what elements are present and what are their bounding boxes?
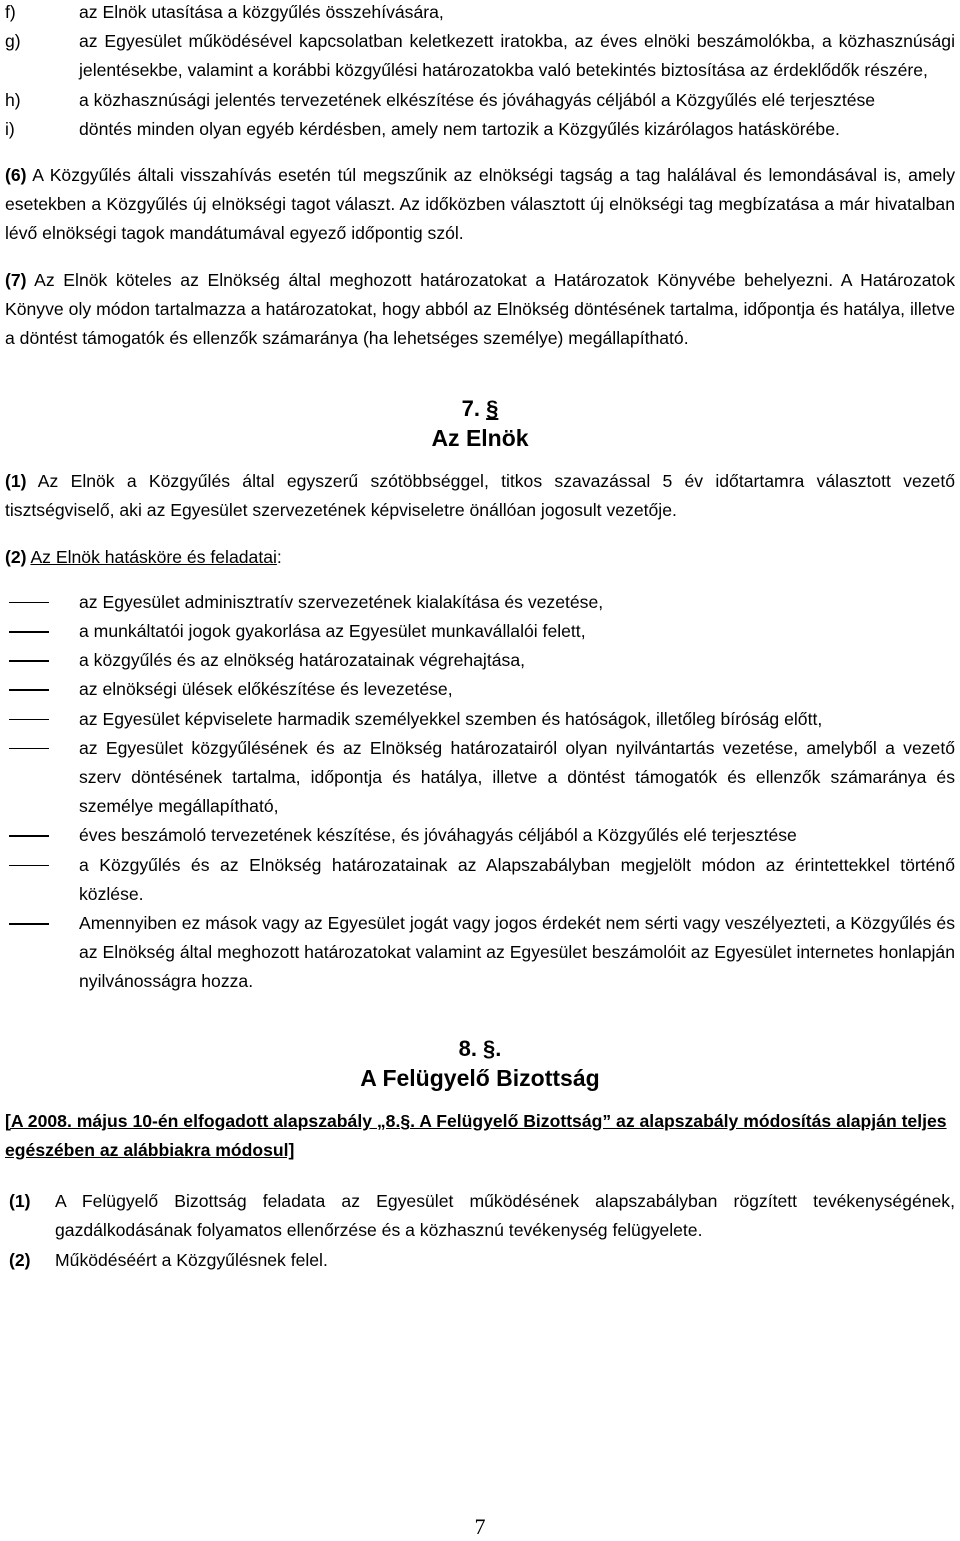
list-marker: f) [5, 2, 16, 22]
paragraph-text: A Közgyűlés általi visszahívás esetén túl megszűnik az elnökségi tagság a tag halálával és lemondásával is, amely esetekben a Közgyűlés új elnökségi tagot választ. Az időközben választott új elnökségi tag megbízatása a már hivatalban lévő elnökségi tagok mandátumával egyező időpontig szól. [5, 165, 955, 244]
dash-bullet [9, 835, 49, 837]
list-text: döntés minden olyan egyéb kérdésben, amely nem tartozik a Közgyűlés kizárólagos hatáskörébe. [79, 118, 840, 139]
item-number: (1) [9, 1191, 31, 1212]
duties-list [5, 588, 955, 997]
amendment-note: [A 2008. május 10-én elfogadott alapszabály „8.§. A Felügyelő Bizottság” az alapszabály módosítás alapján teljes egészében az alábbiakra módosul] [5, 1110, 947, 1160]
duty-item: éves beszámoló tervezetének készítése, és jóváhagyás céljából a Közgyűlés elé terjesztése [5, 821, 955, 850]
dash-bullet [9, 689, 49, 691]
section-7-paragraph-1 [5, 467, 955, 525]
item-number: (2) [9, 1249, 31, 1270]
list-marker: h) [5, 89, 21, 110]
paragraph-text: Az Elnök a Közgyűlés által egyszerű szótöbbséggel, titkos szavazással 5 év időtartamra választott vezető tisztségviselő, aki az Egyesület szervezetének képviseletre önállóan jogosult vezetője. [5, 471, 955, 521]
list-item-h [5, 86, 955, 115]
duty-item: a Közgyűlés és az Elnökség határozatainak az Alapszabályban megjelölt módon az érintettekkel történő közlése. [5, 851, 955, 909]
section-7-title: Az Elnök [431, 425, 529, 452]
duty-item: az Egyesület képviselete harmadik személyekkel szemben és hatóságok, illetőleg bíróság előtt, [5, 705, 955, 734]
list-item-i [5, 115, 955, 144]
dash-bullet [9, 631, 49, 633]
list-marker: g) [5, 31, 21, 52]
section-8-number: 8. §. [458, 1035, 502, 1061]
dash-bullet [9, 602, 49, 604]
dash-bullet [9, 865, 49, 867]
duty-item: az Egyesület közgyűlésének és az Elnökség határozatairól olyan nyilvántartás vezetése, amelyből a vezető szerv döntésének tartalma, időpontja és hatálya, illetve a döntést támogatók és ellenzők számaránya és személye megállapítható, [5, 734, 955, 822]
dash-bullet [9, 660, 49, 662]
paragraph-number: (7) [5, 269, 27, 290]
page-number: 7 [474, 1514, 486, 1539]
list-item-g [5, 27, 955, 85]
duty-item: az elnökségi ülések előkészítése és levezetése, [5, 675, 955, 704]
duty-item: a közgyűlés és az elnökség határozatainak végrehajtása, [5, 646, 955, 675]
list-marker: i) [5, 118, 15, 139]
section-8-title: A Felügyelő Bizottság [360, 1064, 600, 1091]
item-text: Működéséért a Közgyűlésnek felel. [55, 1249, 328, 1270]
paragraph-heading: Az Elnök hatásköre és feladatai [30, 546, 277, 567]
item-text: A Felügyelő Bizottság feladata az Egyesület működésének alapszabályban rögzített tevékenységének, gazdálkodásának folyamatos ellenőrzése és a közhasznú tevékenység felügyelete. [55, 1191, 955, 1241]
dash-bullet [9, 719, 49, 721]
list-item-f [5, 0, 955, 27]
paragraph-text: Az Elnök köteles az Elnökség által meghozott határozatokat a Határozatok Könyvébe behelyezni. A Határozatok Könyve oly módon tartalmazza a határozatokat, hogy abból az Elnökség döntésének tartalma, időpontja és hatálya, illetve a döntést támogatók és ellenzők számaránya (ha lehetséges személye) megállapítható. [5, 269, 955, 349]
paragraph-number: (1) [5, 471, 27, 492]
section-7-paragraph-2: (2) Az Elnök hatásköre és feladatai: [5, 546, 282, 567]
paragraph-6 [5, 161, 955, 249]
paragraph-number: (2) [5, 546, 27, 567]
list-text: az Egyesület működésével kapcsolatban keletkezett iratokba, az éves elnöki beszámolókba, a közhasznúsági jelentésekbe, valamint a korábbi közgyűlési határozatokba való betekintés biztosítása az érdeklődők részére, [79, 31, 955, 81]
paragraph-7 [5, 266, 955, 354]
list-text: a közhasznúsági jelentés tervezetének elkészítése és jóváhagyás céljából a Közgyűlés elé terjesztése [79, 89, 876, 110]
section-8-item-1 [5, 1187, 955, 1245]
section-7-number: 7. § [461, 396, 499, 422]
duty-item: Amennyiben ez mások vagy az Egyesület jogát vagy jogos érdekét nem sérti vagy veszélyezteti, a Közgyűlés és az Elnökség által meghozott határozatokat valamint az Egyesület beszámolóit az Egyesület internetes honlapján nyilvánosságra hozza. [5, 909, 955, 997]
dash-bullet [9, 748, 49, 750]
dash-bullet [9, 923, 49, 925]
duty-item: a munkáltatói jogok gyakorlása az Egyesület munkavállalói felett, [5, 617, 955, 646]
section-sign: § [486, 396, 499, 422]
list-text: az Elnök utasítása a közgyűlés összehívására, [79, 2, 444, 22]
document-page [5, 0, 955, 1275]
duty-item: az Egyesület adminisztratív szervezetének kialakítása és vezetése, [5, 588, 955, 617]
paragraph-number: (6) [5, 165, 27, 186]
section-8-item-2 [5, 1246, 955, 1275]
